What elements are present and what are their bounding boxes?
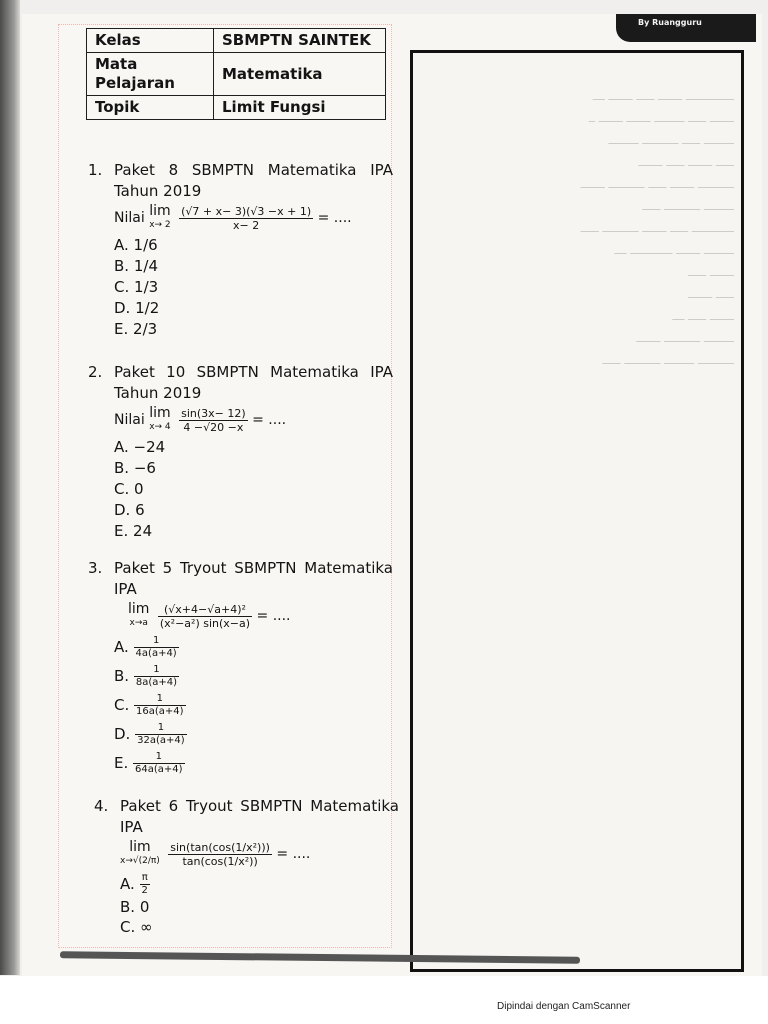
answer-option (114, 277, 393, 298)
info-row-mapel (87, 53, 386, 96)
fraction-numerator: π (140, 872, 150, 885)
show-through-text: ________ ____ ___ ____ __ ____ ___ _____ ____ ____ _ _____ ___ ______ _____ ___ ____ ___ ____ ______ ____ ___ ______ ____ _____ ______ ___ _______ ___ ____ ______ ___ _____ ____ _______ __ ____ ___ ___ ____ ____ ___ __ _____ ______ ____ ______ _____ ______ ___ (580, 86, 734, 364)
page-left-edge-shadow (0, 0, 20, 975)
fraction-denominator: 4 −√20 −x (183, 420, 244, 434)
limit-operator: lim x→√(2/π) (120, 839, 160, 866)
answer-option (114, 437, 393, 458)
answer-option (114, 298, 393, 319)
option-text: ∞ (140, 918, 153, 936)
expression-suffix: = .... (252, 412, 287, 428)
option-text: −24 (133, 438, 166, 456)
info-value: SBMPTN SAINTEK (214, 29, 386, 53)
option-letter: D. (114, 299, 131, 317)
option-text: 1/3 (134, 278, 159, 296)
info-row-kelas (87, 29, 386, 53)
option-letter: C. (114, 696, 130, 714)
question-title: Paket 5 Tryout SBMPTN Matematika IPA (114, 559, 393, 598)
fraction-numerator: 1 (134, 635, 179, 648)
fraction-denominator: 8a(a+4) (135, 677, 178, 688)
option-letter: D. (114, 725, 131, 743)
limit-expression (114, 204, 393, 232)
limit-operator: lim x→ 4 (149, 405, 171, 432)
option-text: 6 (135, 501, 145, 519)
option-fraction (134, 635, 179, 660)
option-fraction (135, 722, 187, 747)
question-number: 3. (88, 559, 103, 577)
option-letter: B. (120, 898, 136, 916)
expression-prefix: Nilai (114, 210, 145, 226)
limit-subscript: x→√(2/π) (120, 856, 160, 866)
answer-option (114, 749, 393, 778)
fraction-denominator: 64a(a+4) (135, 764, 183, 775)
option-letter: E. (114, 754, 129, 772)
info-value: Limit Fungsi (214, 96, 386, 120)
option-text: 24 (133, 522, 153, 540)
answer-option (114, 521, 393, 542)
fraction-denominator: 16a(a+4) (136, 706, 184, 717)
limit-subscript: x→ 4 (149, 422, 171, 432)
answer-option (114, 235, 393, 256)
fraction-denominator: 2 (141, 885, 148, 896)
option-letter: A. (114, 638, 129, 656)
fraction-numerator: sin(tan(cos(1/x²))) (170, 840, 270, 854)
fraction-numerator: (√7 + x− 3)(√3 −x + 1) (181, 204, 312, 218)
option-letter: B. (114, 459, 130, 477)
limit-subscript: x→ 2 (149, 220, 171, 230)
answer-options (120, 871, 399, 937)
answer-option (114, 720, 393, 749)
camscanner-watermark: Dipindai dengan CamScanner (497, 1001, 631, 1012)
option-letter: C. (120, 918, 136, 936)
fraction-numerator: sin(3x− 12) (181, 406, 246, 420)
expression-suffix: = .... (256, 608, 291, 624)
question-4 (94, 796, 399, 937)
limit-subscript: x→a (129, 618, 148, 628)
option-letter: E. (114, 320, 129, 338)
expression-suffix: = .... (276, 846, 311, 862)
option-letter: E. (114, 522, 129, 540)
question-number: 2. (88, 363, 103, 381)
limit-expression (120, 840, 399, 868)
fraction-denominator: 4a(a+4) (135, 648, 177, 659)
question-title: Paket 8 SBMPTN Matematika IPA Tahun 2019 (114, 161, 393, 200)
answer-option (114, 633, 393, 662)
option-fraction (134, 693, 186, 718)
limit-operator: lim x→ 2 (149, 203, 171, 230)
expression-prefix: Nilai (114, 412, 145, 428)
option-letter: C. (114, 480, 130, 498)
limit-expression (128, 602, 393, 630)
question-number: 4. (94, 797, 109, 815)
info-value: Matematika (214, 53, 386, 96)
info-table (86, 28, 386, 120)
answer-option (114, 500, 393, 521)
question-2 (88, 362, 393, 542)
option-fraction (140, 872, 150, 897)
info-row-topik (87, 96, 386, 120)
fraction-numerator: 1 (134, 693, 186, 706)
fraction-denominator: x− 2 (233, 218, 260, 232)
limit-fraction (179, 407, 248, 434)
limit-fraction (158, 603, 252, 630)
expression-suffix: = .... (317, 210, 352, 226)
option-letter: D. (114, 501, 131, 519)
option-text: 1/6 (133, 236, 158, 254)
fraction-numerator: 1 (135, 722, 187, 735)
option-fraction (134, 664, 179, 689)
option-text: 0 (139, 898, 150, 916)
answer-option (120, 897, 399, 917)
option-text: 1/2 (135, 299, 160, 317)
option-fraction (133, 751, 185, 776)
question-title: Paket 6 Tryout SBMPTN Matematika IPA (120, 797, 399, 836)
answer-options (114, 235, 393, 340)
option-letter: A. (114, 236, 129, 254)
limit-operator: lim x→a (128, 601, 150, 628)
limit-expression (114, 406, 393, 434)
option-letter: A. (120, 875, 135, 893)
option-text: 2/3 (133, 320, 158, 338)
fraction-denominator: tan(cos(1/x²)) (182, 854, 258, 868)
option-letter: C. (114, 278, 130, 296)
info-key: Kelas (87, 29, 214, 53)
option-text: 1/4 (133, 257, 158, 275)
info-key: Mata Pelajaran (87, 53, 214, 96)
answer-option (114, 256, 393, 277)
fraction-numerator: (√x+4−√a+4)² (158, 603, 252, 617)
fraction-numerator: 1 (133, 751, 185, 764)
limit-fraction (179, 205, 313, 232)
answer-option (114, 319, 393, 340)
question-number: 1. (88, 161, 103, 179)
answer-options (114, 633, 393, 778)
fraction-numerator: 1 (134, 664, 179, 677)
option-letter: B. (114, 257, 130, 275)
option-text: −6 (133, 459, 156, 477)
brand-badge: By Ruangguru (616, 14, 756, 42)
question-3 (88, 558, 393, 778)
answer-option (114, 691, 393, 720)
answer-option (114, 458, 393, 479)
answer-options (114, 437, 393, 542)
info-key: Topik (87, 96, 214, 120)
answer-option (114, 662, 393, 691)
fraction-denominator: 32a(a+4) (137, 735, 185, 746)
question-1 (88, 160, 393, 340)
answer-option (114, 479, 393, 500)
answer-option (120, 917, 399, 937)
option-letter: A. (114, 438, 129, 456)
footer-area (0, 976, 768, 1024)
fraction-denominator: (x²−a²) sin(x−a) (159, 616, 251, 630)
option-letter: B. (114, 667, 130, 685)
option-text: 0 (134, 480, 144, 498)
answer-option (120, 871, 399, 897)
limit-fraction (168, 841, 272, 868)
question-title: Paket 10 SBMPTN Matematika IPA Tahun 2019 (114, 363, 393, 402)
